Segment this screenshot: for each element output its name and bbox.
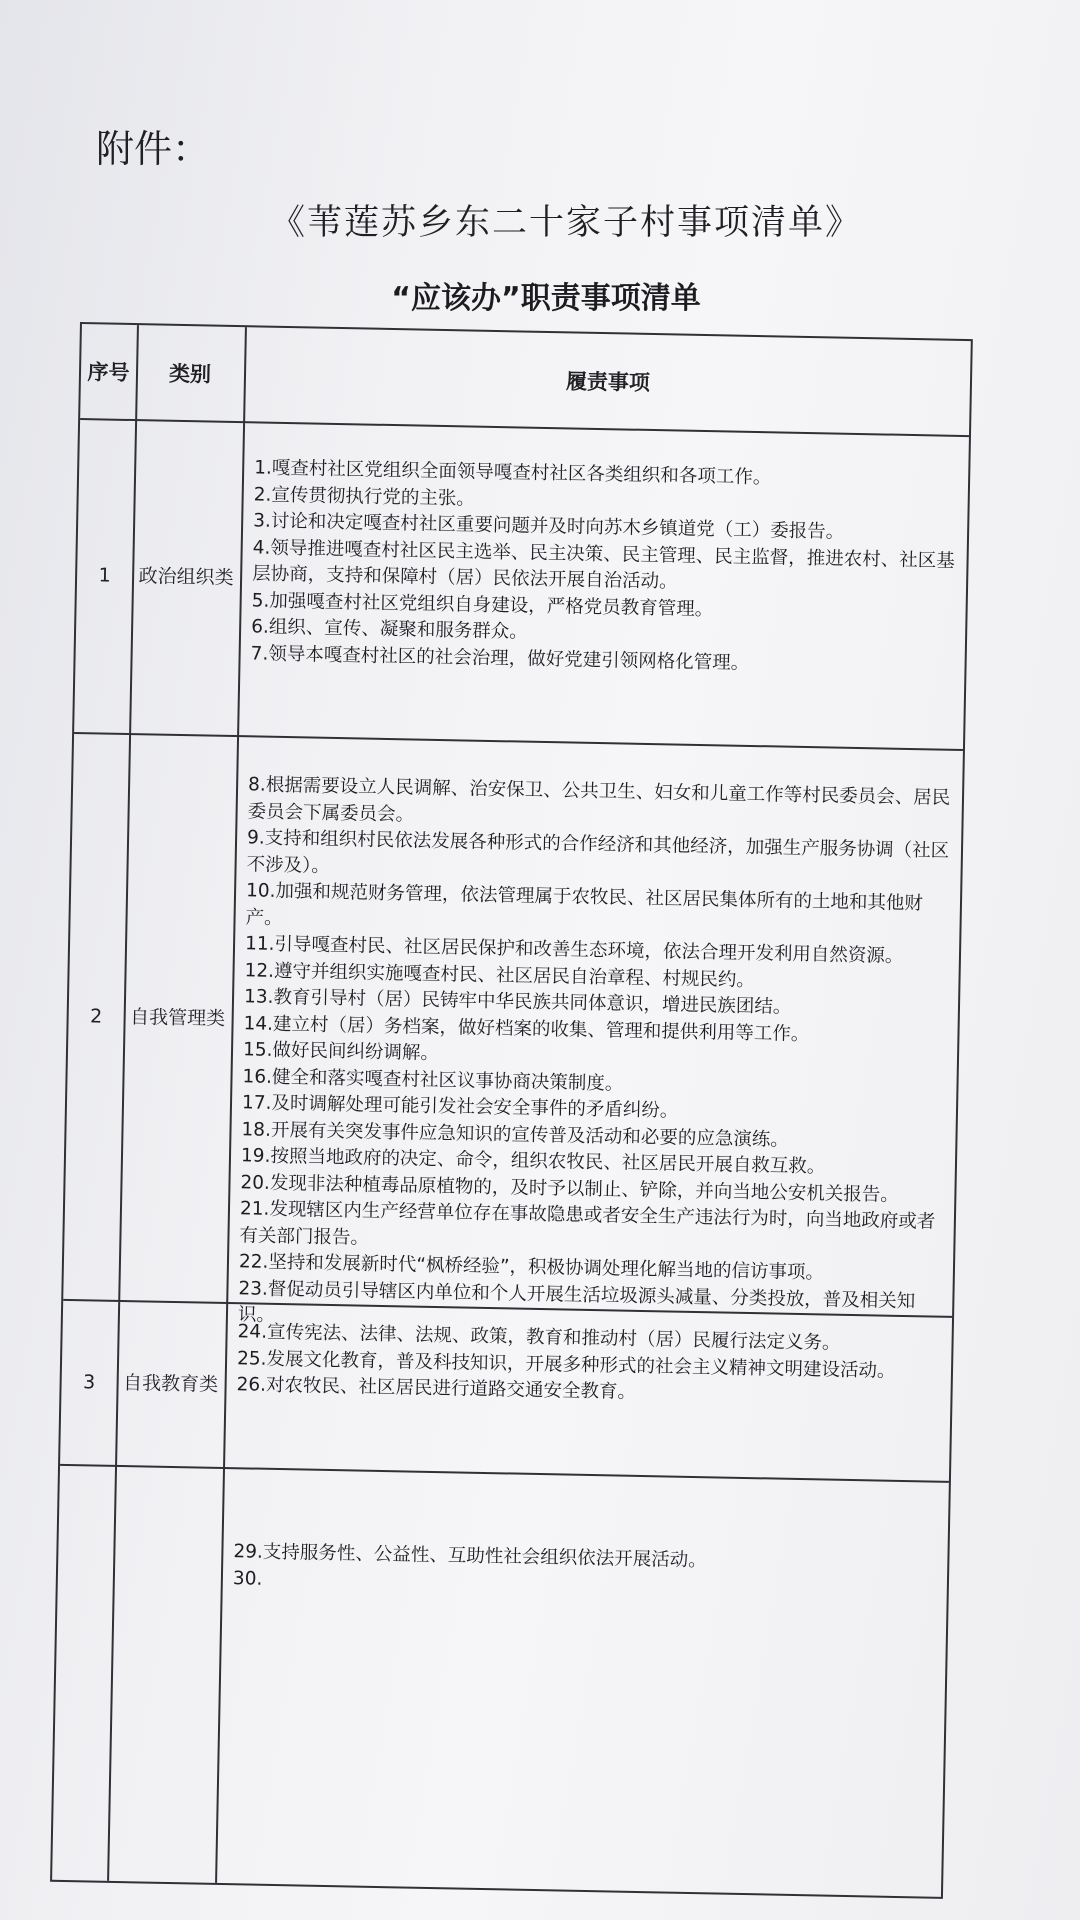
row-category: 自我管理类 bbox=[129, 1005, 226, 1030]
duty-item: 11.引导嘎查村民、社区居民保护和改善生态环境，依法合理开发利用自然资源。 bbox=[244, 933, 904, 967]
duties-list bbox=[236, 1319, 942, 1412]
row-number: 3 bbox=[82, 1370, 96, 1393]
duty-item: 7.领导本嘎查村社区的社会治理，做好党建引领网格化管理。 bbox=[250, 642, 750, 674]
row-category: 自我教育类 bbox=[122, 1371, 219, 1396]
duties-list bbox=[233, 1539, 939, 1606]
duty-item: 19.按照当地政府的决定、命令，组织农牧民、社区居民开展自救互救。 bbox=[240, 1145, 826, 1178]
duties-table bbox=[50, 322, 973, 1899]
duty-item: 5.加强嘎查村社区党组织自身建设，严格党员教育管理。 bbox=[251, 589, 714, 620]
duty-item: 13.教育引导村（居）民铸牢中华民族共同体意识，增进民族团结。 bbox=[243, 986, 792, 1018]
duty-item: 12.遵守并组织实施嘎查村民、社区居民自治章程、村规民约。 bbox=[244, 959, 756, 991]
duty-item: 2.宣传贯彻执行党的主张。 bbox=[253, 483, 476, 510]
duty-item: 26.对农牧民、社区居民进行道路交通安全教育。 bbox=[236, 1374, 637, 1403]
document-title: 《苇莲苏乡东二十家子村事项清单》 bbox=[270, 203, 863, 243]
duty-item: 17.及时调解处理可能引发社会安全事件的矛盾纠纷。 bbox=[241, 1092, 679, 1122]
duty-item: 20.发现非法种植毒品原植物的，及时予以制止、铲除，并向当地公安机关报告。 bbox=[240, 1171, 900, 1206]
duty-item: 23.督促动员引导辖区内单位和个人开展生活垃圾源头减量、分类投放，普及相关知识。 bbox=[237, 1277, 916, 1326]
header-duties: 履责事项 bbox=[565, 369, 651, 395]
duty-item: 4.领导推进嘎查村社区民主选举、民主决策、民主管理、民主监督，推进农村、社区基层协商，支持和保障村（居）民依法开展自治活动。 bbox=[251, 536, 955, 593]
duty-item: 6.组织、宣传、凝聚和服务群众。 bbox=[250, 616, 528, 643]
duty-item: 8.根据需要设立人民调解、治安保卫、公共卫生、妇女和儿童工作等村民委员会、居民委员会下属委员会。 bbox=[247, 774, 951, 826]
duty-item: 24.宣传宪法、法律、法规、政策，教育和推动村（居）民履行法定义务。 bbox=[237, 1321, 841, 1354]
row-number: 2 bbox=[89, 1004, 103, 1028]
duty-item: 9.支持和组织村民依法发展各种形式的合作经济和其他经济，加强生产服务协调（社区不涉及）。 bbox=[246, 827, 950, 877]
duty-item: 25.发展文化教育，普及科技知识，开展多种形式的社会主义精神文明建设活动。 bbox=[236, 1347, 896, 1382]
row-number bbox=[52, 1464, 115, 1885]
header-category: 类别 bbox=[168, 361, 212, 387]
duties-list bbox=[238, 772, 954, 1342]
duty-item: 1.嘎查村社区党组织全面领导嘎查村社区各类组织和各项工作。 bbox=[254, 457, 772, 489]
duties-list bbox=[250, 455, 959, 680]
duty-item: 10.加强和规范财务管理，依法管理属于农牧民、社区居民集体所有的土地和其他财产。 bbox=[245, 880, 924, 929]
attachment-label: 附件： bbox=[96, 127, 211, 171]
duty-item: 21.发现辖区内生产经营单位存在事故隐患或者安全生产违法行为时，向当地政府或者有关部门报告。 bbox=[239, 1198, 936, 1249]
duty-item: 22.坚持和发展新时代“枫桥经验”，积极协调处理化解当地的信访事项。 bbox=[238, 1251, 825, 1284]
row-category: 政治组织类 bbox=[138, 565, 234, 589]
duty-item: 29.支持服务性、公益性、互助性社会组织依法开展活动。 bbox=[233, 1541, 707, 1572]
header-number: 序号 bbox=[87, 360, 130, 385]
row-category bbox=[107, 1465, 223, 1887]
duty-item: 18.开展有关突发事件应急知识的宣传普及活动和必要的应急演练。 bbox=[241, 1118, 790, 1151]
row-number: 1 bbox=[98, 564, 111, 587]
duty-item: 30. bbox=[232, 1567, 263, 1590]
duty-item: 3.讨论和决定嘎查村社区重要问题并及时向苏木乡镇道党（工）委报告。 bbox=[253, 510, 845, 543]
list-title: “应该办”职责事项清单 bbox=[391, 281, 701, 316]
duty-item: 15.做好民间纠纷调解。 bbox=[242, 1039, 440, 1065]
duty-item: 16.健全和落实嘎查村社区议事协商决策制度。 bbox=[242, 1065, 624, 1095]
duty-item: 14.建立村（居）务档案，做好档案的收集、管理和提供利用等工作。 bbox=[243, 1012, 810, 1045]
